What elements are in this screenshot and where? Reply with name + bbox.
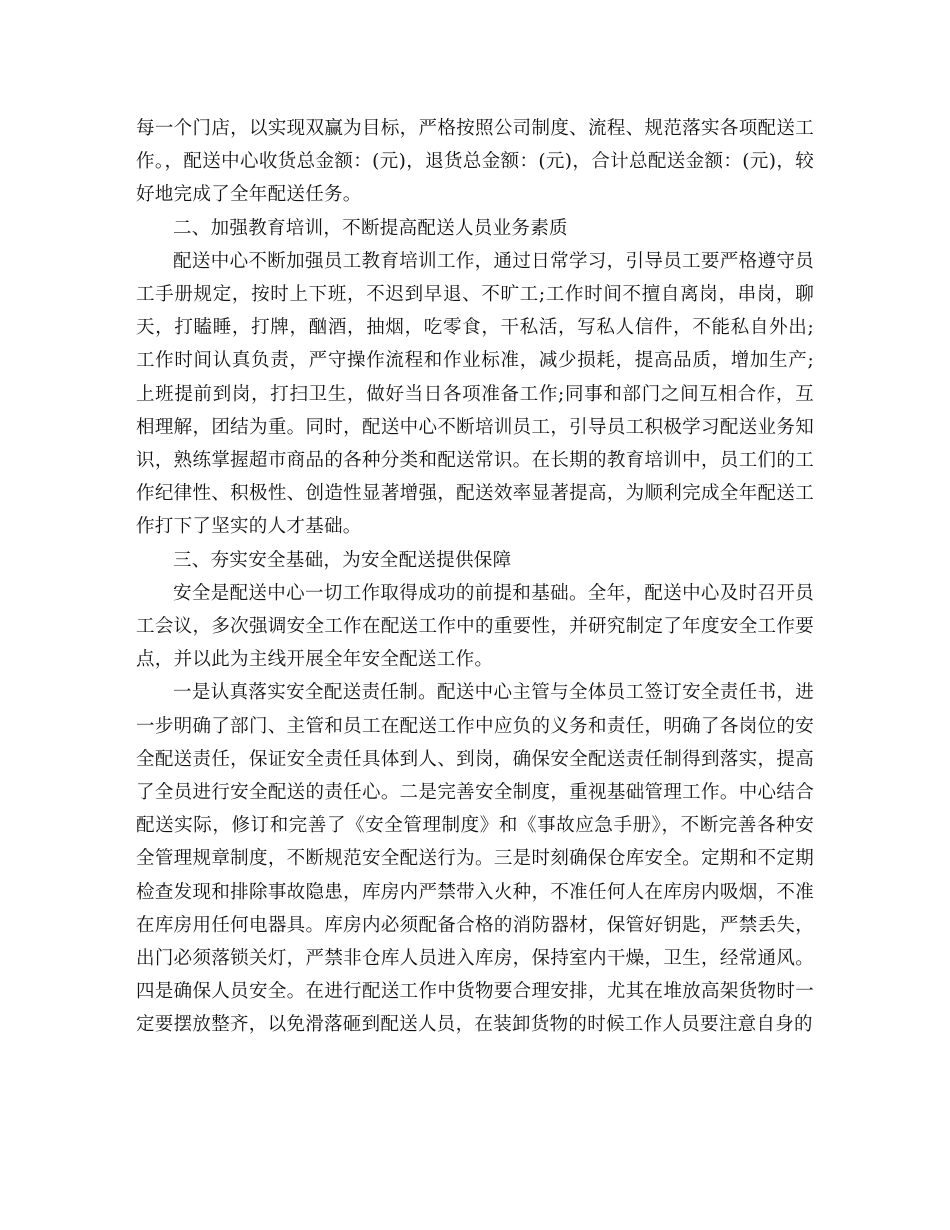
paragraph-safety-measures: 一是认真落实安全配送责任制。配送中心主管与全体员工签订安全责任书，进一步明确了部门、主管和员工在配送工作中应负的义务和责任，明确了各岗位的安全配送责任，保证安全责任具体到人、到岗，确保安全配送责任制得到落实，提高了全员进行安全配送的责任心。二是完善安全制度，重视基础管理工作。中心结合配送实际，修订和完善了《安全管理制度》和《事故应急手册》，不断完善各种安全管理规章制度，不断规范安全配送行为。三是时刻确保仓库安全。定期和不定期检查发现和排除事故隐患，库房内严禁带入火种，不准任何人在库房内吸烟，不准在库房用任何电器具。库房内必须配备合格的消防器材，保管好钥匙，严禁丢失，出门必须落锁关灯，严禁非仓库人员进入库房，保持室内干燥，卫生，经常通风。四是确保人员安全。在进行配送工作中货物要合理安排，尤其在堆放高架货物时一定要摆放整齐，以免滑落砸到配送人员，在装卸货物的时候工作人员要注意自身的: [136, 682, 814, 1036]
paragraph-intro-continuation: 每一个门店，以实现双赢为目标，严格按照公司制度、流程、规范落实各项配送工作。，配送中心收货总金额：(元)，退货总金额：(元)，合计总配送金额：(元)，较好地完成了全年配送任务。: [136, 118, 814, 206]
paragraph-safety-intro: 安全是配送中心一切工作取得成功的前提和基础。全年，配送中心及时召开员工会议，多次强调安全工作在配送工作中的重要性，并研究制定了年度安全工作要点，并以此为主线开展全年安全配送工作。: [136, 582, 814, 671]
section-heading-training: 二、加强教育培训，不断提高配送人员业务素质: [173, 217, 568, 239]
section-heading-safety: 三、夯实安全基础，为安全配送提供保障: [173, 549, 512, 571]
paragraph-training: 配送中心不断加强员工教育培训工作，通过日常学习，引导员工要严格遵守员工手册规定，按时上下班，不迟到早退、不旷工;工作时间不擅自离岗，串岗，聊天，打瞌睡，打牌，酗酒，抽烟，吃零食，干私活，写私人信件，不能私自外出;工作时间认真负责，严守操作流程和作业标准，减少损耗，提高品质，增加生产;上班提前到岗，打扫卫生，做好当日各项准备工作;同事和部门之间互相合作，互相理解，团结为重。同时，配送中心不断培训员工，引导员工积极学习配送业务知识，熟练掌握超市商品的各种分类和配送常识。在长期的教育培训中，员工们的工作纪律性、积极性、创造性显著增强，配送效率显著提高，为顺利完成全年配送工作打下了坚实的人才基础。: [136, 250, 814, 538]
document-body: [136, 112, 814, 1042]
